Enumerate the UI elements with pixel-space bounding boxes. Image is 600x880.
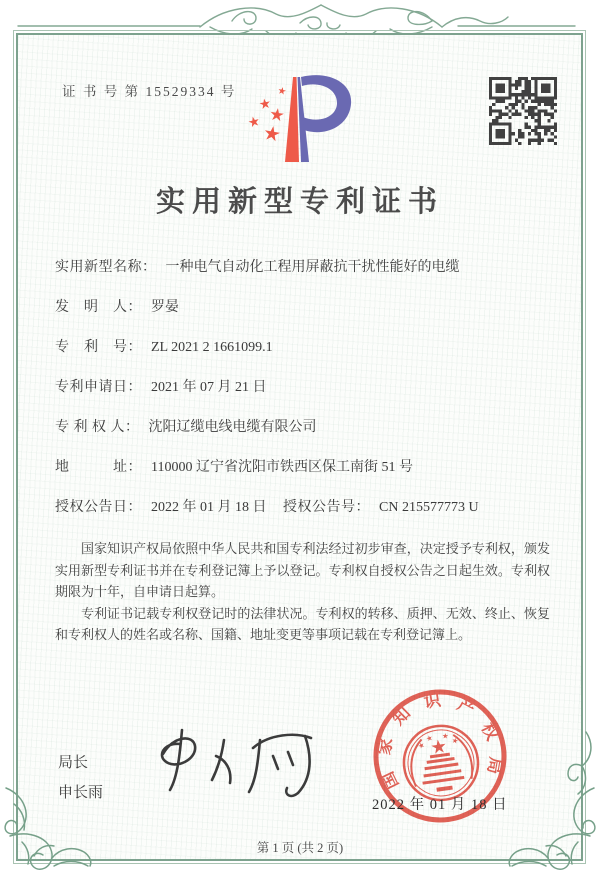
- field-label: 专 利 权 人：: [55, 420, 140, 435]
- seal-character: 国: [377, 768, 403, 793]
- page-footer: 第 1 页 (共 2 页): [256, 841, 344, 855]
- legal-paragraph-2: 专利证书记载专利权登记时的法律状况。专利权的转移、质押、无效、终止、恢复和专利权人的姓名或名称、国籍、地址变更等事项记载在专利登记簿上。: [55, 605, 550, 642]
- commissioner-signature: [135, 722, 325, 810]
- commissioner-block: [58, 748, 103, 808]
- field-row-address: [55, 458, 550, 477]
- seal-character: 识: [422, 690, 443, 712]
- legal-paragraph-1: 国家知识产权局依照中华人民共和国专利法经过初步审查，决定授予专利权，颁发实用新型专利证书并在专利登记簿上予以登记。专利权自授权公告之日起生效。专利权期限为十年，自申请日起算。: [55, 541, 550, 599]
- field-label: 专利申请日：: [55, 380, 142, 395]
- field-row-utility-model-name: [55, 258, 550, 277]
- page-title: 实用新型专利证书: [155, 186, 444, 218]
- field-row-filing-date: [55, 378, 550, 397]
- cnipa-logo: [231, 70, 371, 172]
- field-label: 授权公告号：: [283, 500, 370, 515]
- field-value: 沈阳辽缆电线电缆有限公司: [148, 420, 317, 435]
- commissioner-title: 局长: [58, 755, 89, 771]
- field-value: 罗晏: [151, 300, 179, 315]
- field-value: 110000 辽宁省沈阳市铁西区保工南街 51 号: [151, 460, 413, 475]
- field-value: CN 215577773 U: [379, 500, 479, 515]
- seal-text-arc: [366, 682, 509, 793]
- field-value: 一种电气自动化工程用屏蔽抗干扰性能好的电缆: [165, 260, 460, 275]
- seal-date: 2022 年 01 月 18 日: [372, 797, 508, 813]
- legal-paragraphs: [55, 538, 550, 646]
- certificate-number: 证 书 号 第 15529334 号: [62, 84, 237, 99]
- field-row-patentee: [55, 418, 550, 437]
- field-row-inventor: [55, 298, 550, 317]
- logo-wedge: [285, 75, 351, 162]
- field-label: 专 利 号：: [55, 340, 142, 355]
- seal-character: 知: [388, 703, 415, 729]
- seal-character: 家: [374, 736, 397, 757]
- field-row-patent-number: [55, 338, 550, 357]
- field-label: 地 址：: [55, 460, 142, 475]
- field-row-grant-date: [55, 498, 550, 517]
- field-value: 2022 年 01 月 18 日: [151, 500, 267, 515]
- field-label: 发 明 人：: [55, 300, 142, 315]
- logo-stars: [248, 86, 287, 141]
- field-value: ZL 2021 2 1661099.1: [151, 340, 273, 355]
- seal-character: 权: [477, 719, 503, 744]
- seal-character: 局: [483, 755, 506, 776]
- qr-code: [489, 77, 557, 145]
- official-seal: [344, 660, 536, 852]
- field-label: 实用新型名称：: [55, 260, 157, 275]
- certificate-body: [55, 258, 550, 646]
- commissioner-name: 申长雨: [58, 785, 104, 801]
- field-grant-number: [283, 498, 479, 517]
- seal-character: 产: [454, 694, 479, 720]
- field-label: 授权公告日：: [55, 500, 142, 515]
- field-value: 2021 年 07 月 21 日: [151, 380, 267, 395]
